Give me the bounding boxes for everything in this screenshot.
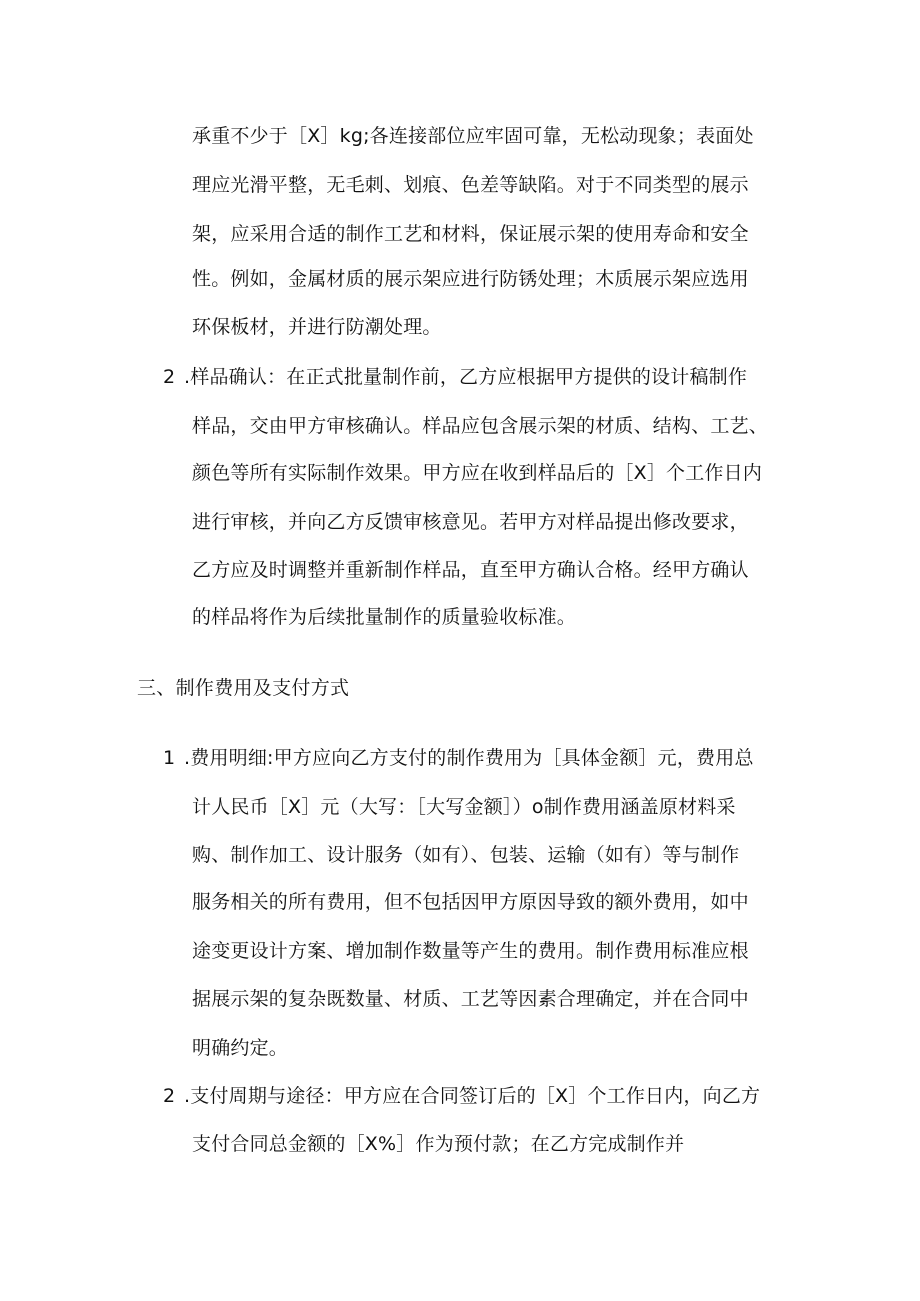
text-line: 明确约定。 xyxy=(192,1037,289,1059)
text-line: 样品，交由甲方审核确认。样品应包含展示架的材质、结构、工艺、 xyxy=(192,415,769,437)
text-line: 据展示架的复杂既数量、材质、工艺等因素合理确定，并在合同中 xyxy=(192,988,749,1010)
list-item-number: 2 xyxy=(163,1085,176,1107)
text-line: .支付周期与途径：甲方应在合同签订后的［X］个工作日内，向乙方 xyxy=(184,1085,761,1107)
text-line: 理应光滑平整，无毛刺、划痕、色差等缺陷。对于不同类型的展示 xyxy=(192,174,749,196)
text-line: 服务相关的所有费用，但不包括因甲方原因导致的额外费用，如中 xyxy=(192,891,749,913)
text-line: 的样品将作为后续批量制作的质量验收标准。 xyxy=(192,606,577,628)
text-line: 计人民币［X］元（大写：［大写金额］）o制作费用涵盖原材料采 xyxy=(192,796,736,818)
list-item-number: 1 xyxy=(163,747,176,769)
text-line: 承重不少于［X］kg;各连接部位应牢固可靠，无松动现象；表面处 xyxy=(192,125,754,147)
text-line: 支付合同总金额的［X%］作为预付款；在乙方完成制作并 xyxy=(192,1133,685,1155)
text-line: 途变更设计方案、增加制作数量等产生的费用。制作费用标准应根 xyxy=(192,940,749,962)
text-line: 架，应采用合适的制作工艺和材料，保证展示架的使用寿命和安全 xyxy=(192,223,749,245)
text-line: .样品确认：在正式批量制作前，乙方应根据甲方提供的设计稿制作 xyxy=(184,366,748,388)
text-line: .费用明细:甲方应向乙方支付的制作费用为［具体金额］元，费用总 xyxy=(184,747,754,769)
text-line: 性。例如，金属材质的展示架应进行防锈处理；木质展示架应选用 xyxy=(192,268,749,290)
section-heading: 三、制作费用及支付方式 xyxy=(137,677,350,699)
text-line: 环保板材，并进行防潮处理。 xyxy=(192,316,442,338)
text-line: 进行审核，并向乙方反馈审核意见。若甲方对样品提出修改要求， xyxy=(192,511,749,533)
text-line: 购、制作加工、设计服务（如有）、包装、运输（如有）等与制作 xyxy=(192,844,740,866)
text-line: 颜色等所有实际制作效果。甲方应在收到样品后的［X］个工作日内 xyxy=(192,462,763,484)
text-line: 乙方应及时调整并重新制作样品，直至甲方确认合格。经甲方确认 xyxy=(192,559,749,581)
list-item-number: 2 xyxy=(163,366,176,388)
